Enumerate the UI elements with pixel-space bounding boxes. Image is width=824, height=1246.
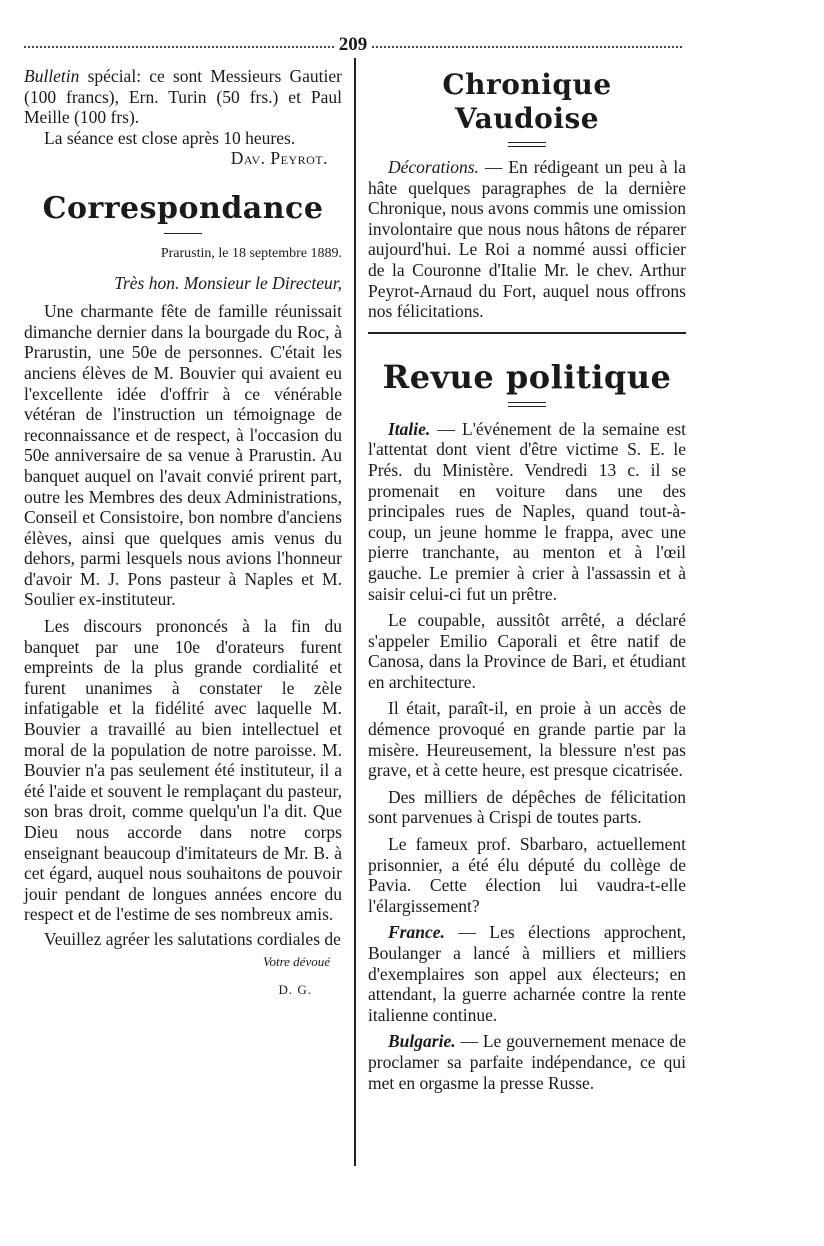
italie-paragraph-3: Il était, paraît-il, en proie à un accès de démence provoqué en grande partie par la misère. Heureusement, la blessure n'est pas grave, et à cette heure, est presque cicatrisée. [368, 698, 686, 781]
closing-line: La séance est close après 10 heures. [44, 127, 296, 148]
column-divider [354, 58, 356, 1166]
salutation: Très hon. Monsieur le Directeur, [114, 272, 342, 293]
italie-paragraph-4: Des milliers de dépêches de félicitation sont parvenues à Crispi de toutes parts. [368, 786, 686, 828]
letter-paragraph-3: Veuillez agréer les salutations cordiales de [44, 928, 341, 949]
page-number: 209 [338, 34, 368, 55]
country-label-france: France. [388, 922, 445, 943]
chronique-lead: Décorations. [388, 157, 479, 177]
chronique-text: — En rédigeant un peu à la hâte quelques paragraphes de la dernière Chronique, nous avons commis une omission involontaire que nous nous hâtons de réparer aujourd'hui. Le Roi a nommé aussi officier de la Couronne d'Italie Mr. le chev. Arthur Peyrot-Arnaud du Fort, auquel nous offrons nos félicitations. [368, 157, 686, 322]
chronique-paragraph [368, 157, 686, 322]
dateline: Prarustin, le 18 septembre 1889. [160, 245, 342, 261]
letter-paragraph-2: Les discours prononcés à la fin du banquet par une 10e d'orateurs furent empreints de la plus grande cordialité et furent unanimes à constater le zèle infatigable et la fidélité avec laquelle M. Bouvier a travaillé au bien intellectuel et moral de la population de notre paroisse. M. Bouvier n'a pas seulement été instituteur, il a été l'aide et souvent le remplaçant du pasteur, son bras droit, comme quelqu'un l'a dit. Que Dieu nous accorde dans notre corps enseignant beaucoup d'imitateurs de Mr. B. à cet égard, auquel nous souhaitons de pouvoir jouir pendant de longues années encore du respect et de l'estime de ses nombreux amis. [24, 616, 342, 925]
section-title-correspondance: Correspondance [42, 190, 324, 226]
right-column [368, 66, 686, 1093]
letter-signoff: Votre dévoué [262, 953, 330, 969]
italie-paragraph-1 [368, 419, 686, 604]
bulletin-italic: Bulletin [24, 66, 80, 86]
title-rule [164, 233, 202, 234]
section-title-chronique: Chronique Vaudoise [442, 68, 612, 135]
letter-paragraph-1: Une charmante fête de famille réunissait dimanche dernier dans la bourgade du Roc, à Prarustin, une 50e de personnes. C'était les anciens élèves de M. Bouvier qui avaient eu l'excellente idée d'offrir à ce vénérable vétéran de l'instruction un témoignage de reconnaissance et de respect, à l'occasion du 50e anniversaire de sa venue à Prarustin. Au banquet auquel on l'avait convié prirent part, outre les Membres des deux Administrations, Conseil et Consistoire, bon nombre d'anciens élèves, ainsi que quelques amis venus du dehors, parmi lesquels nous avions l'honneur d'avoir M. J. Pons pasteur à Naples et M. Soulier ex-instituteur. [24, 301, 342, 610]
section-separator [368, 332, 686, 334]
bulgarie-paragraph [368, 1031, 686, 1093]
header-rule-right [372, 46, 682, 48]
italie-text: — L'événement de la semaine est l'attentat dont vient d'être victime S. E. le Prés. du Ministère. Vendredi 13 c. il se promenait en voiture dans une des principales rues de Naples, quand tout-à-coup, un jeune homme le frappa, avec une pierre tranchante, au menton et à l'œil gauche. Le premier à crier à l'assassin et à saisir celui-ci fut un prêtre. [368, 418, 686, 604]
letter-initials: D. G. [278, 982, 312, 998]
country-label-bulgarie: Bulgarie. [388, 1031, 456, 1052]
france-text: — Les élections approchent, Boulanger a lancé à milliers et milliers d'exemplaires son appel aux électeurs; en attendant, la guerre acharnée contre la rente italienne continue. [368, 922, 686, 1025]
bulletin-text: spécial: ce sont Messieurs Gautier (100 francs), Ern. Turin (50 frs.) et Paul Meille (100 frs). [24, 66, 342, 128]
section-title-revue: Revue politique [382, 357, 672, 396]
france-paragraph [368, 922, 686, 1025]
italie-paragraph-2: Le coupable, aussitôt arrêté, a déclaré s'appeler Emilio Caporali et être natif de Canosa, dans la Province de Bari, et étudiant en architecture. [368, 610, 686, 692]
left-column [24, 66, 342, 1001]
bulletin-paragraph [24, 66, 342, 128]
bulgarie-text: — Le gouvernement menace de proclamer sa parfaite indépendance, ce qui met en orgasme la presse Russe. [368, 1031, 686, 1093]
header-rule-left [24, 46, 334, 48]
italie-paragraph-5: Le fameux prof. Sbarbaro, actuellement prisonnier, a été élu député du collège de Pavia. Cette élection lui vaudra-t-elle l'élargissement? [368, 834, 686, 916]
closing-signature: Dav. Peyrot. [230, 148, 328, 169]
country-label-italie: Italie. [388, 418, 431, 439]
